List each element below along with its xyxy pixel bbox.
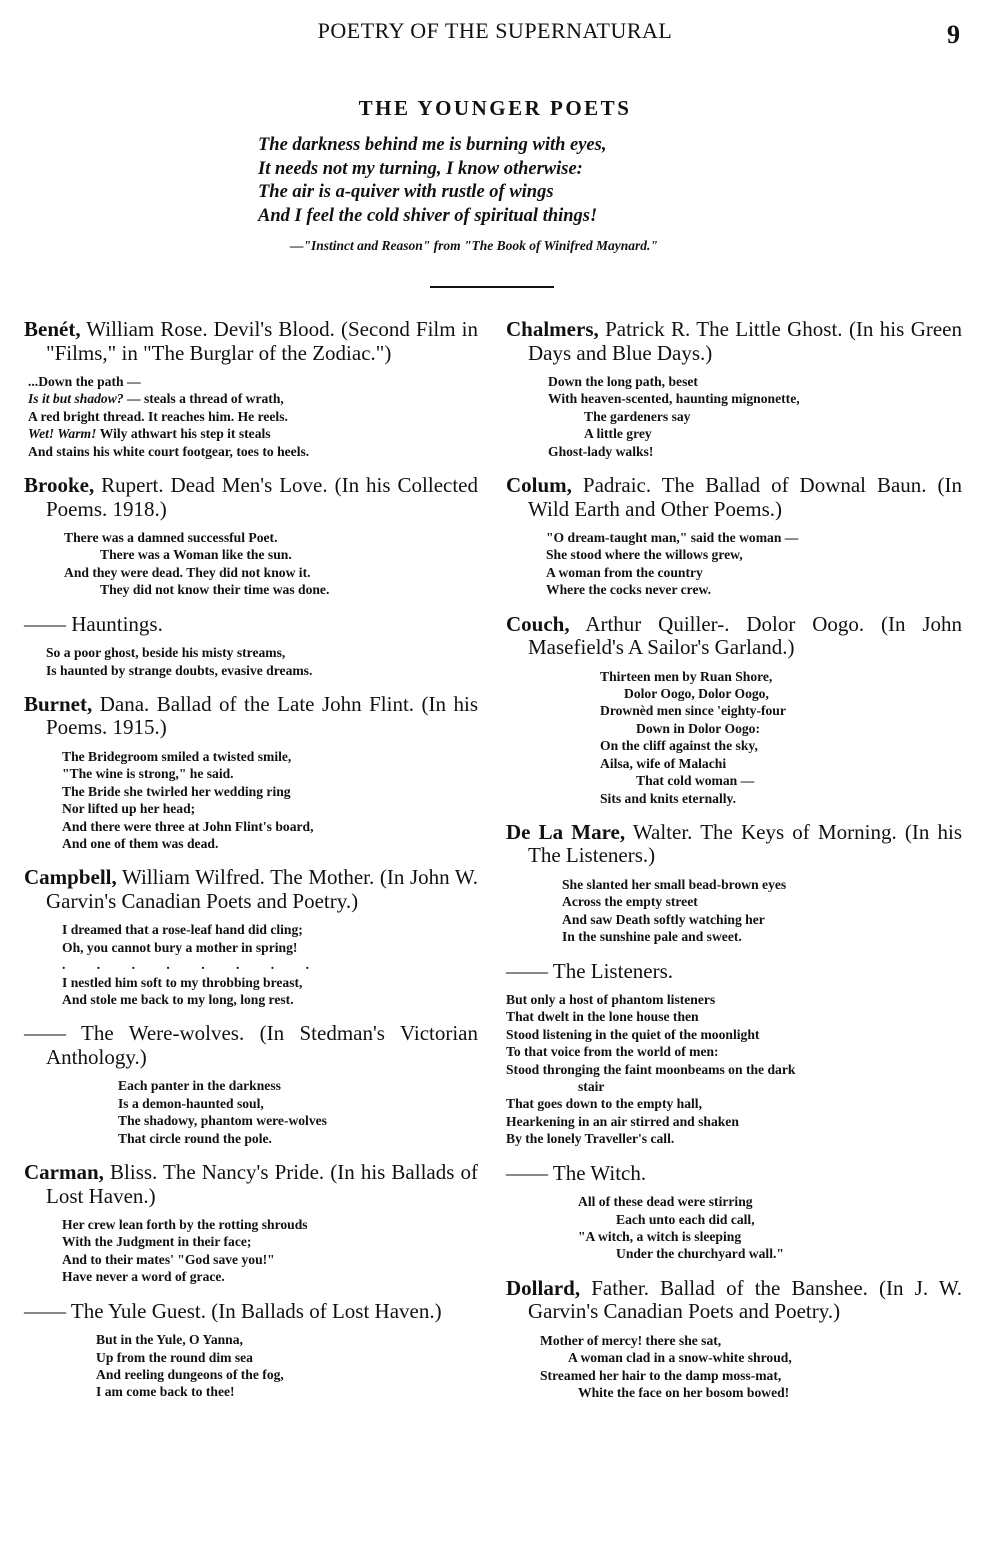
verse-line: A woman from the country: [546, 564, 703, 580]
verse-excerpt: [24, 1331, 478, 1401]
verse-line: And reeling dungeons of the fog,: [96, 1367, 284, 1382]
entry-heading: [506, 821, 962, 868]
verse-line: Streamed her hair to the damp moss-mat,: [540, 1367, 782, 1383]
verse-line: That cold woman —: [636, 773, 755, 789]
entry-heading: —— The Were-wolves. (In Stedman's Victorian Anthology.): [24, 1021, 478, 1069]
entry-yule-guest: [24, 1300, 478, 1401]
verse-line: ...Down the path —: [28, 374, 141, 389]
verse-line: There was a Woman like the sun.: [100, 547, 292, 563]
verse-line: "The wine is strong," he said.: [62, 766, 234, 782]
author-name: Brooke,: [24, 473, 95, 498]
section-title: THE YOUNGER POETS: [358, 96, 632, 120]
author-name: Benét,: [24, 317, 81, 341]
verse-excerpt: [24, 373, 478, 460]
verse-line: Dolor Oogo, Dolor Oogo,: [624, 686, 769, 702]
verse-line: But only a host of phantom listeners: [506, 992, 716, 1008]
verse-excerpt: [506, 668, 962, 807]
verse-line: And saw Death softly watching her: [562, 911, 765, 927]
verse-excerpt: [506, 876, 962, 946]
author-name: Burnet,: [24, 691, 93, 716]
verse-line: And one of them was dead.: [62, 836, 219, 851]
verse-excerpt: [24, 644, 478, 679]
entry-heading: [24, 474, 478, 521]
entry-citation: Father. Ballad of the Banshee. (In J. W. Garvin's Canadian Poets and Poetry.): [528, 1275, 962, 1324]
author-name: Couch,: [506, 611, 570, 636]
verse-line: To that voice from the world of men:: [506, 1044, 719, 1060]
right-column: [506, 318, 962, 1415]
entry-burnet: [24, 693, 478, 852]
verse-line: Her crew lean forth by the rotting shrouds: [62, 1217, 308, 1233]
verse-line: Up from the round dim sea: [96, 1349, 253, 1365]
verse-line: Sits and knits eternally.: [600, 790, 736, 806]
entry-citation: Walter. The Keys of Morning. (In his The Listeners.): [528, 819, 962, 868]
entry-witch: [506, 1162, 962, 1263]
author-name: Carman,: [24, 1160, 104, 1185]
author-name: Colum,: [506, 473, 572, 498]
verse-line: Mother of mercy! there she sat,: [540, 1332, 722, 1348]
verse-line: Ailsa, wife of Malachi: [600, 755, 727, 771]
entry-heading: [24, 1161, 478, 1208]
verse-line: Is it but shadow? — steals a thread of wrath,: [28, 391, 284, 407]
entry-hauntings: [24, 613, 478, 679]
entry-heading: [24, 318, 478, 365]
section-divider: [430, 286, 554, 288]
running-title: POETRY OF THE SUPERNATURAL: [317, 18, 673, 43]
entry-dollard: [506, 1277, 962, 1402]
verse-line: Each panter in the darkness: [118, 1078, 281, 1094]
entry-chalmers: [506, 318, 962, 460]
entry-colum: [506, 474, 962, 599]
verse-excerpt: [24, 1077, 478, 1147]
verse-line: Have never a word of grace.: [62, 1269, 225, 1285]
entry-citation: William Wilfred. The Mother. (In John W. Garvin's Canadian Poets and Poetry.): [46, 865, 478, 913]
entry-citation: Dana. Ballad of the Late John Flint. (In his Poems. 1915.): [46, 691, 478, 740]
entry-heading: —— The Listeners.: [506, 958, 673, 983]
entry-heading: —— The Witch.: [506, 1160, 647, 1185]
verse-line: Across the empty street: [562, 894, 698, 910]
verse-line: Oh, you cannot bury a mother in spring!: [62, 939, 298, 955]
epigraph-line: The air is a-quiver with rustle of wings: [258, 182, 554, 202]
entry-carman: [24, 1161, 478, 1286]
verse-excerpt: [506, 529, 962, 599]
entry-heading: [506, 318, 962, 365]
verse-excerpt: [24, 529, 478, 599]
verse-excerpt: [506, 373, 962, 460]
verse-line: White the face on her bosom bowed!: [578, 1385, 790, 1401]
verse-line: The gardeners say: [584, 408, 691, 424]
entry-citation: Patrick R. The Little Ghost. (In his Green Days and Blue Days.): [528, 317, 962, 365]
author-name: Chalmers,: [506, 317, 599, 341]
epigraph-line: It needs not my turning, I know otherwise:: [258, 158, 583, 179]
verse-line: There was a damned successful Poet.: [64, 530, 278, 546]
verse-line: With the Judgment in their face;: [62, 1234, 252, 1250]
entry-citation: Bliss. The Nancy's Pride. (In his Ballads of Lost Haven.): [46, 1160, 478, 1208]
verse-line: With heaven-scented, haunting mignonette,: [548, 391, 800, 407]
author-name: Dollard,: [506, 1275, 581, 1300]
epigraph-source: —"Instinct and Reason" from "The Book of Winifred Maynard.": [290, 238, 658, 253]
verse-line: Drownèd men since 'eighty-four: [600, 703, 786, 719]
entry-campbell: [24, 866, 478, 1008]
verse-line: But in the Yule, O Yanna,: [96, 1332, 243, 1348]
entry-werewolves: [24, 1022, 478, 1147]
verse-line: The Bride she twirled her wedding ring: [62, 783, 291, 799]
verse-line: That dwelt in the lone house then: [506, 1009, 699, 1025]
verse-line: Down in Dolor Oogo:: [636, 720, 760, 736]
author-name: Campbell,: [24, 865, 117, 890]
verse-line: Under the churchyard wall.": [616, 1246, 784, 1262]
verse-line: So a poor ghost, beside his misty streams,: [46, 645, 286, 661]
verse-line: Down the long path, beset: [548, 374, 698, 389]
verse-line: They did not know their time was done.: [100, 582, 330, 598]
verse-line: "A witch, a witch is sleeping: [578, 1229, 742, 1244]
entry-listeners: [506, 960, 962, 1148]
verse-line: All of these dead were stirring: [578, 1194, 753, 1210]
verse-line: I nestled him soft to my throbbing breast,: [62, 974, 303, 990]
ellipsis-row: . . . . . . . .: [62, 957, 323, 973]
verse-line: A red bright thread. It reaches him. He reels.: [28, 408, 288, 424]
page-number: 9: [947, 20, 960, 49]
entry-heading: —— The Yule Guest. (In Ballads of Lost Haven.): [24, 1298, 442, 1323]
verse-line: And stole me back to my long, long rest.: [62, 992, 294, 1008]
verse-excerpt: [24, 1216, 478, 1286]
entry-citation: William Rose. Devil's Blood. (Second Film in "Films," in "The Burglar of the Zodiac."): [46, 317, 478, 365]
verse-line: She stood where the willows grew,: [546, 547, 743, 563]
verse-line: I dreamed that a rose-leaf hand did cling;: [62, 922, 303, 938]
entry-citation: Padraic. The Ballad of Downal Baun. (In Wild Earth and Other Poems.): [528, 473, 962, 521]
entry-brooke: [24, 474, 478, 599]
verse-line: That goes down to the empty hall,: [506, 1096, 702, 1112]
verse-line: A woman clad in a snow-white shroud,: [568, 1350, 792, 1366]
entry-heading: [506, 613, 962, 660]
verse-line: Is haunted by strange doubts, evasive dreams.: [46, 662, 313, 678]
verse-line: I am come back to thee!: [96, 1384, 235, 1400]
entry-citation: Rupert. Dead Men's Love. (In his Collected Poems. 1918.): [46, 473, 478, 521]
verse-line: Ghost-lady walks!: [548, 443, 654, 459]
entry-de-la-mare: [506, 821, 962, 946]
verse-line: Nor lifted up her head;: [62, 801, 196, 817]
verse-excerpt: [506, 991, 962, 1148]
verse-line: Thirteen men by Ruan Shore,: [600, 668, 773, 684]
verse-line: A little grey: [584, 426, 652, 442]
verse-line: And they were dead. They did not know it.: [64, 564, 311, 580]
verse-line: Stood listening in the quiet of the moonlight: [506, 1026, 760, 1042]
entry-benet: [24, 318, 478, 460]
verse-excerpt: [506, 1332, 962, 1402]
verse-line: By the lonely Traveller's call.: [506, 1131, 675, 1147]
epigraph-line: And I feel the cold shiver of spiritual things!: [258, 205, 598, 226]
left-column: [24, 318, 478, 1415]
verse-excerpt: [506, 1193, 962, 1263]
entry-heading: —— Hauntings.: [24, 611, 163, 636]
epigraph: [258, 134, 918, 228]
entry-heading: [506, 1277, 962, 1324]
verse-excerpt: [24, 921, 478, 1008]
verse-line: And there were three at John Flint's board,: [62, 818, 314, 834]
verse-line: Is a demon-haunted soul,: [118, 1095, 264, 1111]
verse-line: She slanted her small bead-brown eyes: [562, 876, 787, 892]
entry-heading: [24, 866, 478, 913]
verse-line: The shadowy, phantom were-wolves: [118, 1113, 327, 1129]
verse-line: Wet! Warm! Wily athwart his step it steals: [28, 426, 271, 442]
verse-excerpt: [24, 748, 478, 852]
verse-line: "O dream-taught man," said the woman —: [546, 530, 799, 546]
verse-line: Hearkening in an air stirred and shaken: [506, 1113, 739, 1129]
verse-line: On the cliff against the sky,: [600, 738, 758, 754]
running-head: [0, 18, 1000, 48]
entry-citation: Arthur Quiller-. Dolor Oogo. (In John Masefield's A Sailor's Garland.): [528, 611, 962, 660]
epigraph-line: The darkness behind me is burning with eyes,: [258, 135, 607, 155]
author-name: De La Mare,: [506, 819, 626, 844]
entry-heading: [506, 474, 962, 521]
verse-line: Each unto each did call,: [616, 1211, 755, 1227]
verse-line: And stains his white court footgear, toes to heels.: [28, 443, 310, 459]
verse-line: That circle round the pole.: [118, 1130, 272, 1146]
verse-line: Where the cocks never crew.: [546, 582, 711, 598]
verse-line: In the sunshine pale and sweet.: [562, 929, 742, 945]
verse-line: And to their mates' "God save you!": [62, 1251, 275, 1267]
verse-line: stair: [578, 1079, 605, 1095]
verse-line: The Bridegroom smiled a twisted smile,: [62, 748, 292, 764]
entry-heading: [24, 693, 478, 740]
verse-line: Stood thronging the faint moonbeams on the dark: [506, 1061, 796, 1077]
entry-couch: [506, 613, 962, 807]
